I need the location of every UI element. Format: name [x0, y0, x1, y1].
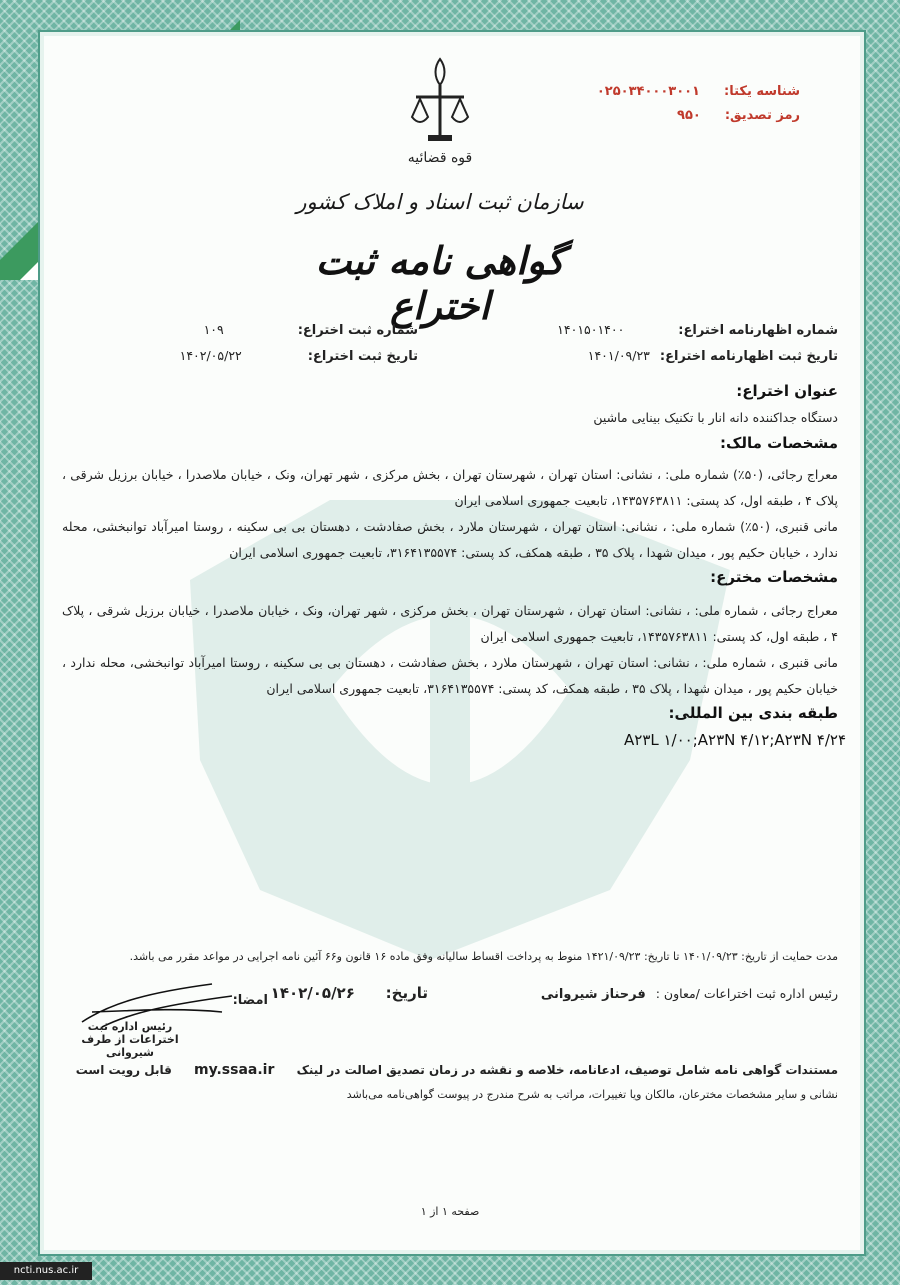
declaration-no-label: شماره اظهارنامه اختراع: [678, 323, 838, 338]
sign-date-value: ۱۴۰۲/۰۵/۲۶ [270, 984, 355, 1002]
verify-code-label: رمز تصدیق: [724, 108, 800, 123]
signatory-name: فرحناز شیروانی [540, 987, 646, 1002]
declaration-date-value: ۱۴۰۱/۰۹/۲۳ [587, 348, 650, 363]
owners-heading: مشخصات مالک: [720, 434, 838, 452]
reg-no [204, 322, 418, 338]
notes-text-b: قابل رویت است [75, 1063, 172, 1077]
reg-no-value: ۱۰۹ [203, 322, 224, 337]
inventor-item: معراج رجائی ، شماره ملی: ، نشانی: استان تهران ، شهرستان تهران ، بخش مرکزی ، شهر تهران، ونک ، خیابان ملاصدرا ، خیابان برزیل شرقی ، پلاک ۴ ، طبقه اول، کد پستی: ۱۴۳۵۷۶۳۸۱۱، تابعیت جمهوری اسلامی ایران [62, 603, 838, 644]
reg-date [180, 348, 418, 364]
judiciary-label: قوه قضائیه [407, 150, 473, 166]
classification-heading: طبقه بندی بین المللی: [668, 704, 838, 722]
declaration-date [588, 348, 838, 364]
verify-code-value: ۹۵۰ [677, 108, 701, 123]
owner-item: معراج رجائی، (۵۰٪) شماره ملی: ، نشانی: استان تهران ، شهرستان تهران ، بخش مرکزی ، شهر تهران، ونک ، خیابان ملاصدرا ، خیابان برزیل شرقی ، پلاک ۴ ، طبقه اول، کد پستی: ۱۴۳۵۷۶۳۸۱۱، تابعیت جمهوری اسلامی ایران [62, 467, 838, 508]
signature-stamp-text: رئیس اداره ثبت اختراعات از طرف شیروانی [81, 1020, 179, 1059]
sign-label: امضا: [232, 993, 268, 1008]
certificate-title: گواهی نامه ثبت اختراع [315, 238, 565, 328]
declaration-no [557, 322, 838, 338]
reg-no-label: شماره ثبت اختراع: [297, 323, 418, 338]
reg-date-label: تاریخ ثبت اختراع: [307, 349, 418, 364]
declaration-date-label: تاریخ ثبت اظهارنامه اختراع: [659, 349, 838, 364]
sign-date [271, 984, 428, 1002]
page-number: صفحه ۱ از ۱ [420, 1205, 480, 1218]
judiciary-scales-icon [410, 55, 470, 145]
notes-link[interactable]: my.ssaa.ir [194, 1062, 275, 1078]
notes-line-2: نشانی و سایر مشخصات مخترعان، مالکان ویا تغییرات، مراتب به شرح مندرج در پیوست گواهی‌نامه می‌باشد [346, 1088, 838, 1101]
signatory-role: رئیس اداره ثبت اختراعات /معاون : [655, 986, 838, 1001]
source-badge: ncti.nus.ac.ir [0, 1262, 92, 1280]
id-box [597, 80, 800, 128]
signatory-line [541, 986, 838, 1002]
inventor-item: مانی قنبری ، شماره ملی: ، نشانی: استان تهران ، شهرستان ملارد ، بخش صفادشت ، دهستان بی بی سکینه ، روستا امیرآباد توانبخشی، محله ندارد ، خیابان حکیم پور ، میدان شهدا ، پلاک ۳۵ ، طبقه همکف، کد پستی: ۳۱۶۴۱۳۵۵۷۴، تابعیت جمهوری اسلامی ایران [62, 655, 838, 696]
sign-date-label: تاریخ: [385, 984, 428, 1002]
notes-text-a: مستندات گواهی نامه شامل توصیف، ادعانامه، خلاصه و نقشه در زمان تصدیق اصالت در لینک [296, 1063, 838, 1077]
classification-value: A۲۳L ۱/۰۰;A۲۳N ۴/۱۲;A۲۳N ۴/۲۴ [624, 731, 847, 749]
unique-id-label: شناسه یکتا: [724, 84, 800, 99]
invention-title-heading: عنوان اختراع: [736, 382, 838, 400]
unique-id-value: ۰۲۵۰۳۴۰۰۰۳۰۰۱ [596, 84, 700, 99]
support-period: مدت حمایت از تاریخ: ۱۴۰۱/۰۹/۲۳ تا تاریخ: ۱۴۲۱/۰۹/۲۳ منوط به پرداخت اقساط سالیانه وفق ماده ۱۶ قانون و۶۶ آئین نامه اجرایی در مواعد مقرر می باشد. [129, 950, 838, 963]
reg-date-value: ۱۴۰۲/۰۵/۲۲ [179, 348, 242, 363]
declaration-no-value: ۱۴۰۱۵۰۱۴۰۰ [557, 322, 625, 337]
inventors-heading: مشخصات مخترع: [710, 568, 838, 586]
organization-name: سازمان ثبت اسناد و املاک کشور [296, 190, 584, 214]
owner-item: مانی قنبری، (۵۰٪) شماره ملی: ، نشانی: استان تهران ، شهرستان ملارد ، بخش صفادشت ، دهستان بی بی سکینه ، روستا امیرآباد توانبخشی، محله ندارد ، خیابان حکیم پور ، میدان شهدا ، پلاک ۳۵ ، طبقه همکف، کد پستی: ۳۱۶۴۱۳۵۵۷۴، تابعیت جمهوری اسلامی ایران [62, 519, 838, 560]
invention-title-value: دستگاه جداکننده دانه انار با تکنیک بینایی ماشین [593, 410, 838, 425]
notes-line-1 [76, 1062, 838, 1078]
